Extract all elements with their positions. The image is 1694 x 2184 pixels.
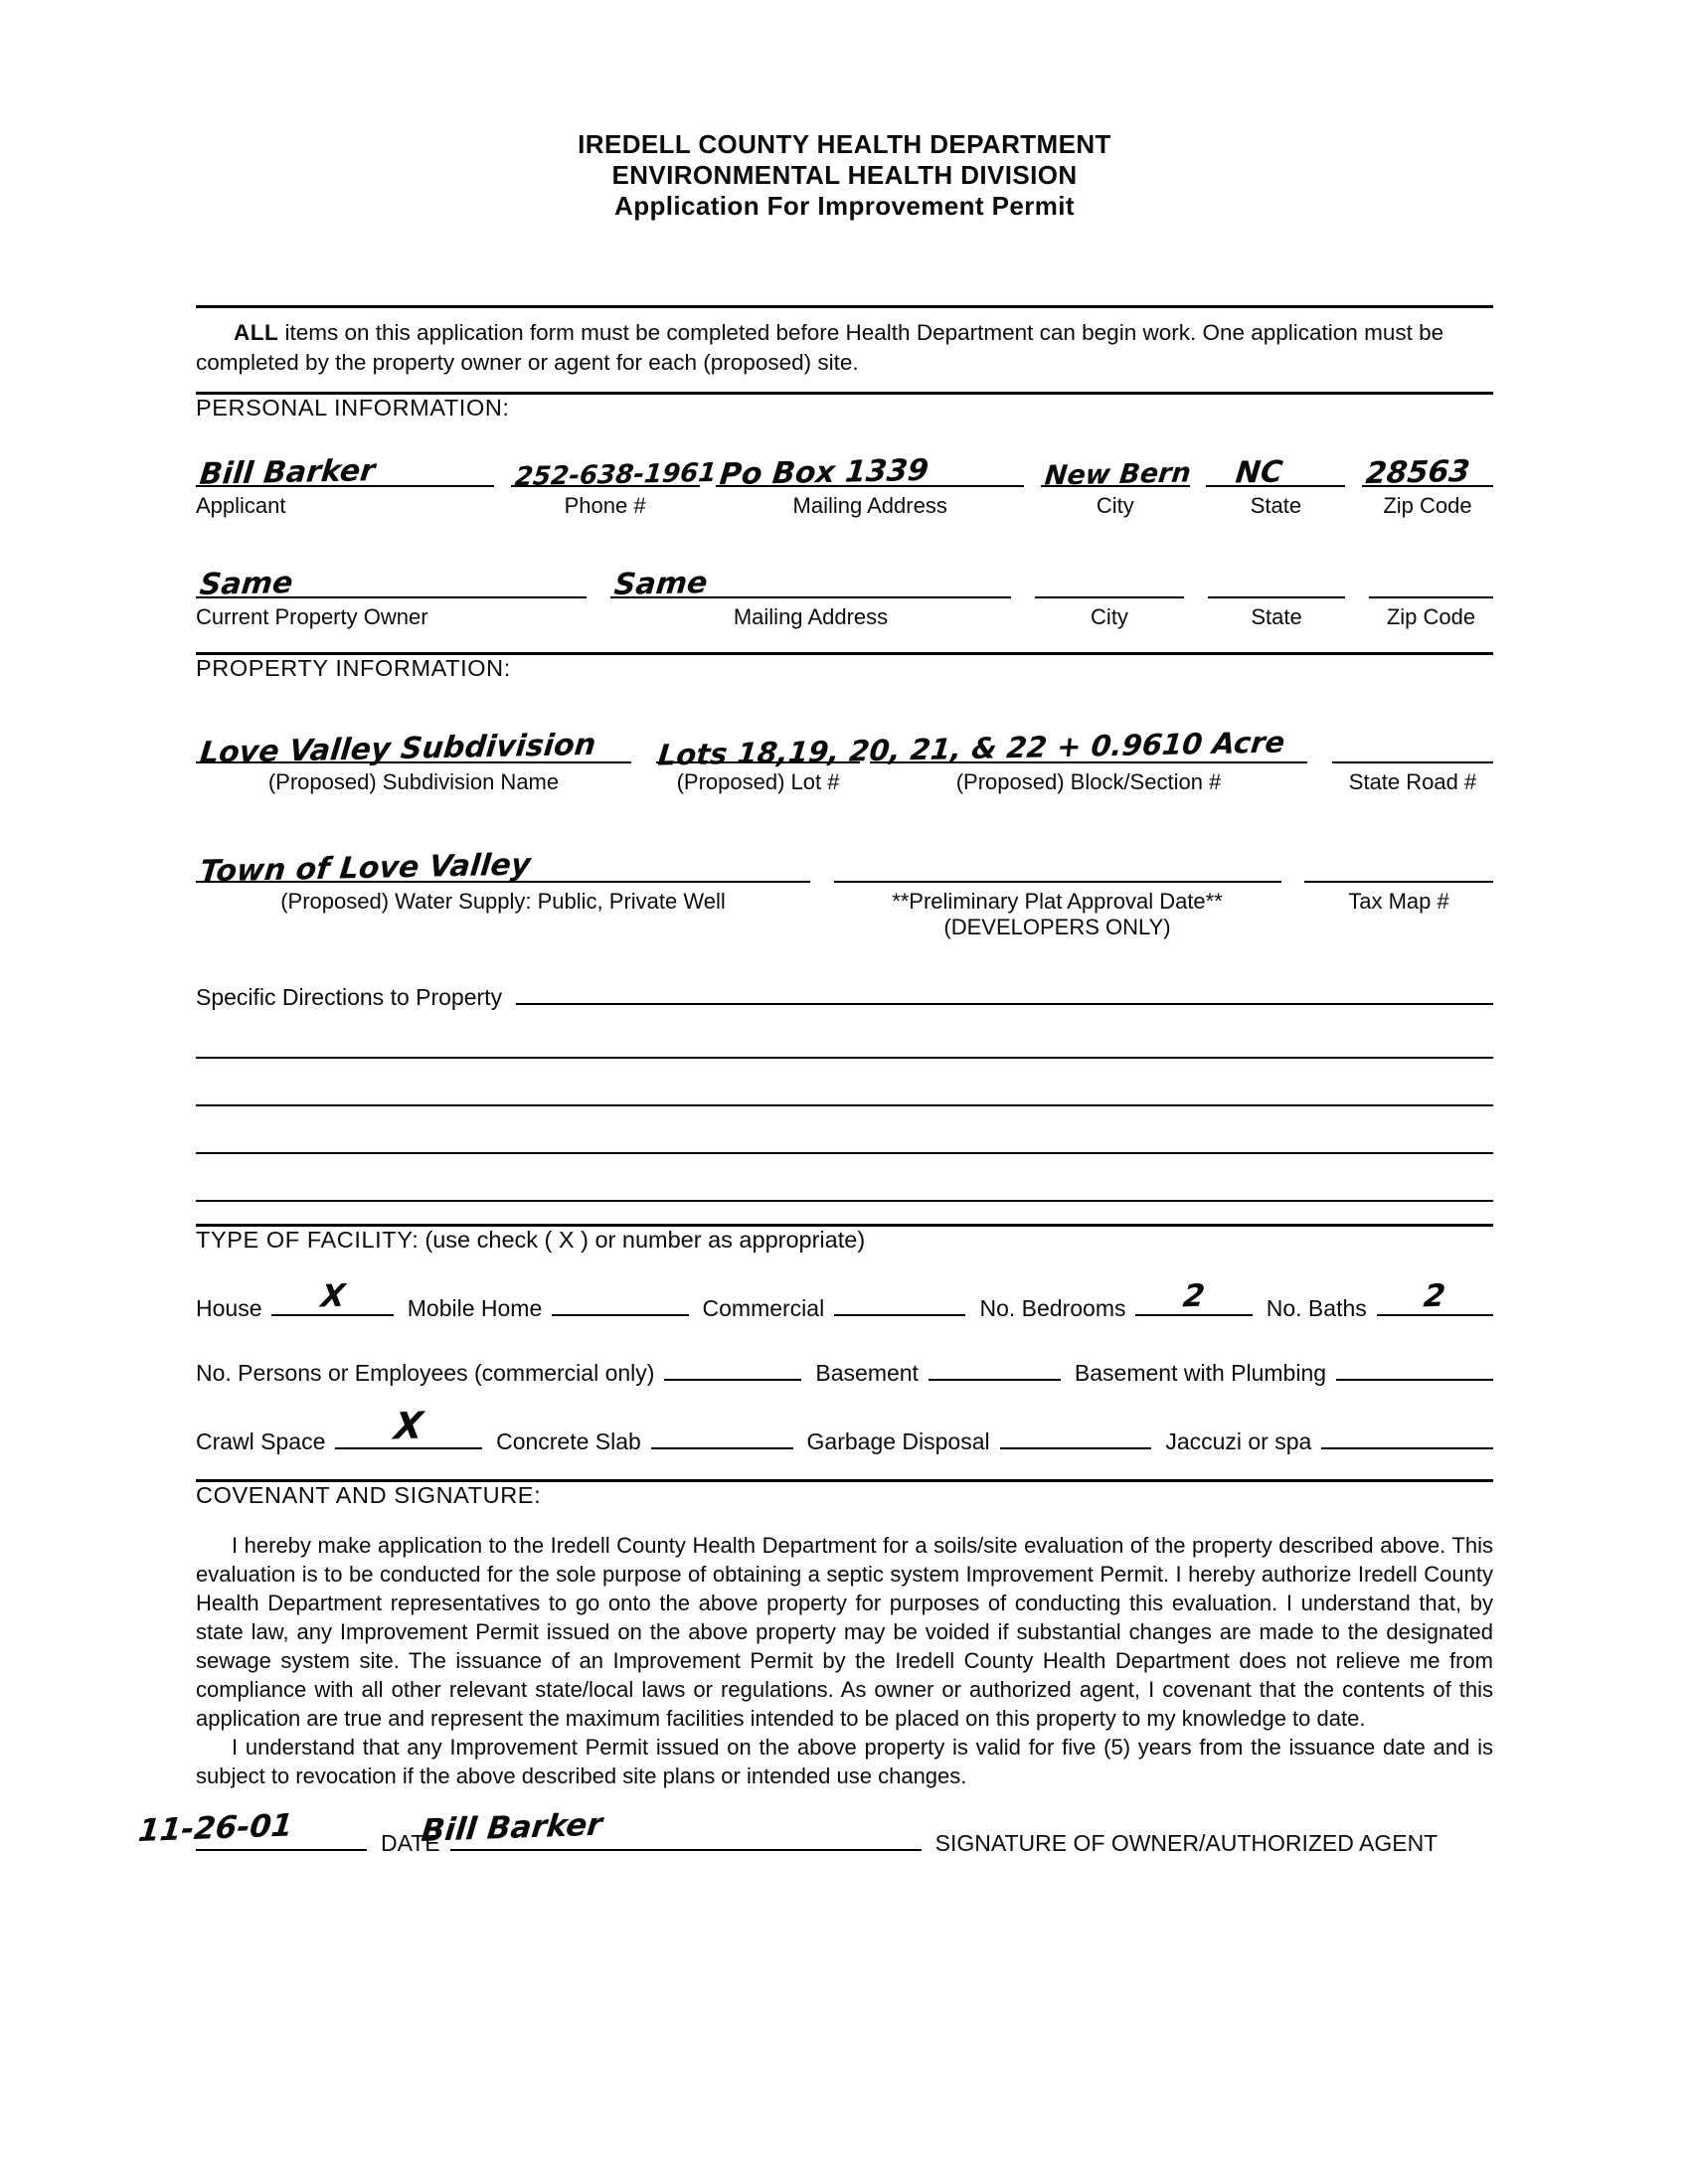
directions-row: [196, 984, 1493, 1011]
title-line-department: IREDELL COUNTY HEALTH DEPARTMENT: [578, 129, 1111, 159]
city-entry-line: [1041, 443, 1193, 492]
jaccuzi-label: Jaccuzi or spa: [1165, 1428, 1312, 1454]
zip-label: Zip Code: [1383, 493, 1472, 518]
commercial-entry-line: [834, 1311, 965, 1316]
basement-plumbing-label: Basement with Plumbing: [1074, 1360, 1327, 1386]
water-supply-handwritten-value: Town of Love Valley: [198, 847, 533, 890]
directions-blank-line: [196, 1104, 1493, 1106]
intro-text: items on this application form must be completed before Health Department can begin work. One application must be completed by the property owner or agent for each (proposed) site.: [196, 320, 1444, 375]
title-line-division: ENVIRONMENTAL HEALTH DIVISION: [611, 160, 1078, 190]
lot-entry-line: [656, 716, 860, 763]
title-line-application: Application For Improvement Permit: [614, 191, 1075, 221]
plat-approval-label: **Preliminary Plat Approval Date** (DEVELOPERS ONLY): [834, 883, 1281, 940]
intro-paragraph: [196, 318, 1493, 378]
owner-state-field: [1208, 557, 1345, 630]
baths-handwritten-value: 2: [1422, 1277, 1448, 1315]
phone-handwritten-value: 252-638-1961: [513, 457, 718, 493]
lot-block-group: [656, 716, 1307, 795]
mailing-entry-line: [716, 443, 1024, 493]
owner-zip-label: Zip Code: [1386, 604, 1476, 629]
state-handwritten-value: NC: [1234, 454, 1285, 491]
directions-entry-line: [516, 1000, 1493, 1005]
directions-blank-line: [196, 1152, 1493, 1154]
state-label: State: [1250, 493, 1302, 518]
covenant-heading: COVENANT AND SIGNATURE:: [196, 1482, 542, 1508]
owner-mailing-label: Mailing Address: [733, 604, 889, 629]
mailing-handwritten-value: Po Box 1339: [718, 452, 931, 493]
type-of-facility-heading: TYPE OF FACILITY: (use check ( X ) or number as appropriate): [196, 1227, 866, 1253]
covenant-paragraph-1: I hereby make application to the Iredell County Health Department for a soils/site evaluation of the property described above. This evaluation is to be conducted for the sole purpose of obtaining a septic system Improvement Permit. I hereby authorize Iredell County Health Department representatives to go onto the above property for purposes of conducting this evaluation. I understand that, by state law, any Improvement Permit issued on the above property may be voided if substantial changes are made to the designated sewage system site. The issuance of an Improvement Permit by the Iredell County Health Department does not relieve me from compliance with all other relevant state/local laws or regulations. As owner or authorized agent, I covenant that the contents of this application are true and represent the maximum facilities intended to be placed on this property to my knowledge to date.: [196, 1533, 1493, 1731]
block-section-label: (Proposed) Block/Section #: [955, 769, 1222, 794]
personal-row-2: [196, 557, 1493, 630]
facility-row-3: [196, 1404, 1493, 1455]
date-label: DATE: [381, 1830, 440, 1856]
applicant-entry-line: [196, 443, 494, 492]
subdivision-label: (Proposed) Subdivision Name: [267, 769, 560, 794]
tax-map-field: [1304, 835, 1493, 940]
subdivision-field: [196, 716, 631, 795]
persons-employees-entry-line: [664, 1376, 801, 1381]
divider: [196, 305, 1493, 308]
tax-map-entry-line: [1304, 835, 1493, 883]
applicant-handwritten-value: Bill Barker: [198, 453, 377, 492]
block-section-field: [870, 716, 1307, 795]
bedrooms-handwritten-value: 2: [1181, 1277, 1207, 1315]
owner-state-label: State: [1251, 604, 1302, 629]
mobile-home-entry-line: [552, 1311, 688, 1316]
owner-city-field: [1035, 557, 1184, 630]
city-handwritten-value: New Bern: [1043, 457, 1193, 492]
garbage-disposal-label: Garbage Disposal: [806, 1428, 990, 1454]
current-owner-field: [196, 557, 587, 630]
tax-map-label: Tax Map #: [1348, 889, 1449, 914]
date-entry-line: [136, 1807, 367, 1851]
owner-zip-entry-line: [1369, 557, 1493, 598]
basement-label: Basement: [815, 1360, 919, 1386]
owner-city-label: City: [1091, 604, 1128, 629]
phone-label: Phone #: [564, 493, 646, 518]
state-road-field: [1332, 716, 1493, 795]
state-field: [1206, 443, 1345, 519]
water-supply-entry-line: [196, 835, 810, 890]
lot-handwritten-value: Lots 18,19, 20, 21, & 22 + 0.9610 Acre: [656, 725, 1287, 772]
current-owner-label: Current Property Owner: [196, 604, 428, 629]
mailing-address-field: [716, 443, 1024, 519]
state-road-label: State Road #: [1348, 769, 1477, 794]
concrete-slab-entry-line: [651, 1444, 793, 1449]
state-entry-line: [1206, 443, 1345, 491]
intro-bold-word: ALL: [234, 320, 279, 345]
owner-mailing-entry-line: [610, 557, 1011, 603]
property-information-heading: PROPERTY INFORMATION:: [196, 655, 511, 681]
subdivision-handwritten-value: Love Valley Subdivision: [198, 727, 598, 771]
applicant-field: [196, 443, 494, 519]
applicant-label: Applicant: [196, 493, 286, 518]
city-label: City: [1096, 493, 1134, 518]
mailing-address-label: Mailing Address: [792, 493, 947, 518]
owner-entry-line: [196, 557, 587, 603]
signature-handwritten-value: Bill Barker: [419, 1806, 604, 1849]
concrete-slab-label: Concrete Slab: [496, 1428, 641, 1454]
commercial-label: Commercial: [702, 1295, 825, 1321]
zip-field: [1362, 443, 1493, 519]
crawl-space-entry-line: [335, 1404, 482, 1449]
mobile-home-label: Mobile Home: [407, 1295, 543, 1321]
basement-plumbing-entry-line: [1336, 1376, 1493, 1381]
property-row-1: [196, 716, 1493, 795]
property-row-2: [196, 835, 1493, 940]
state-road-entry-line: [1332, 716, 1493, 763]
facility-heading-note: (use check ( X ) or number as appropriate): [424, 1227, 866, 1253]
signature-row: [136, 1806, 1493, 1857]
plat-approval-field: [834, 835, 1281, 940]
zip-handwritten-value: 28563: [1364, 453, 1472, 492]
owner-zip-field: [1369, 557, 1493, 630]
plat-approval-entry-line: [834, 835, 1281, 883]
garbage-disposal-entry-line: [1000, 1444, 1152, 1449]
personal-information-heading: PERSONAL INFORMATION:: [196, 395, 510, 420]
persons-employees-label: No. Persons or Employees (commercial only): [196, 1360, 655, 1386]
lot-label: (Proposed) Lot #: [676, 769, 840, 794]
directions-label: Specific Directions to Property: [196, 984, 503, 1010]
bedrooms-entry-line: [1135, 1277, 1252, 1316]
owner-handwritten-value: Same: [198, 565, 295, 603]
personal-row-1: [196, 443, 1493, 519]
baths-entry-line: [1377, 1277, 1493, 1316]
form-content: [136, 0, 1493, 1857]
signature-label: SIGNATURE OF OWNER/AUTHORIZED AGENT: [934, 1830, 1439, 1856]
developers-only-note: (DEVELOPERS ONLY): [943, 915, 1171, 939]
house-label: House: [196, 1295, 262, 1321]
facility-row-2: [196, 1360, 1493, 1387]
directions-blank-line: [196, 1200, 1493, 1202]
water-supply-field: [196, 835, 810, 940]
owner-mailing-field: [610, 557, 1011, 630]
owner-mailing-handwritten-value: Same: [612, 565, 710, 603]
crawl-space-label: Crawl Space: [196, 1428, 326, 1454]
form-title-block: [196, 0, 1493, 222]
owner-state-entry-line: [1208, 557, 1345, 598]
phone-field: [511, 443, 718, 519]
owner-city-entry-line: [1035, 557, 1184, 598]
baths-label: No. Baths: [1266, 1295, 1367, 1321]
bedrooms-label: No. Bedrooms: [979, 1295, 1126, 1321]
facility-row-1: [196, 1277, 1493, 1322]
crawl-space-check-x: X: [392, 1404, 425, 1448]
directions-blank-line: [196, 1057, 1493, 1059]
house-check-x: X: [318, 1277, 347, 1315]
water-supply-label: (Proposed) Water Supply: Public, Private Well: [280, 889, 726, 914]
signature-entry-line: [419, 1806, 922, 1851]
date-handwritten-value: 11-26-01: [136, 1807, 295, 1849]
phone-entry-line: [511, 443, 718, 493]
lot-field: [656, 716, 860, 795]
block-entry-line: [870, 716, 1307, 763]
house-entry-line: [271, 1277, 393, 1316]
basement-entry-line: [929, 1376, 1061, 1381]
covenant-paragraph-2: I understand that any Improvement Permit issued on the above property is valid for five (5) years from the issuance date and is subject to revocation if the above described site plans or intended use changes.: [196, 1735, 1493, 1788]
city-field: [1041, 443, 1193, 519]
jaccuzi-entry-line: [1321, 1444, 1493, 1449]
zip-entry-line: [1362, 443, 1493, 492]
subdivision-entry-line: [196, 716, 631, 771]
